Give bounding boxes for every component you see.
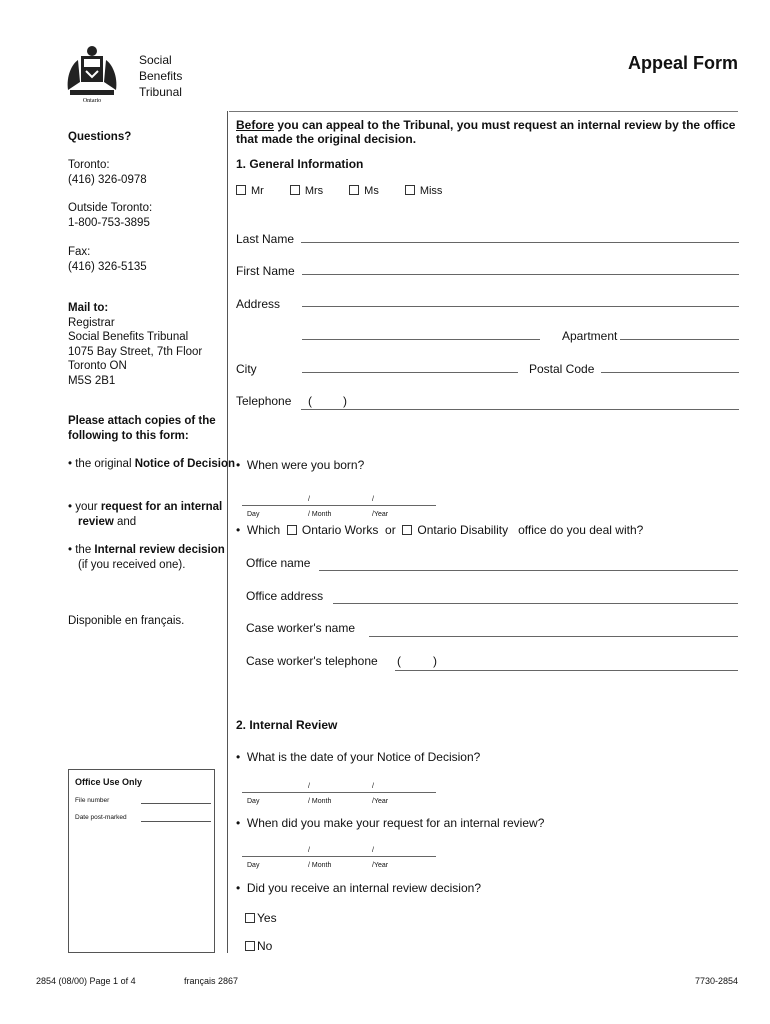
area-code-close: ) <box>433 654 437 668</box>
last-name-field[interactable] <box>301 242 739 243</box>
year-label: /Year <box>372 511 389 518</box>
dept-line-1: Social <box>139 53 172 67</box>
address-field-2[interactable] <box>302 339 540 340</box>
outside-label: Outside Toronto: <box>68 202 153 214</box>
apartment-label: Apartment <box>562 329 618 343</box>
first-name-field[interactable] <box>302 274 739 275</box>
footer-french-ref: français 2867 <box>184 976 239 986</box>
first-name-label: First Name <box>236 264 295 278</box>
header-divider <box>229 111 738 112</box>
office-name-field[interactable] <box>319 570 738 571</box>
mail-line: Toronto ON <box>68 360 127 372</box>
mail-heading: Mail to: <box>68 302 109 314</box>
mail-address <box>68 301 226 388</box>
year-label: /Year <box>372 862 389 869</box>
area-code-open: ( <box>308 394 312 408</box>
request-date-question: • When did you make your request for an internal review? <box>236 816 545 830</box>
attach-heading: Please attach copies of the following to this form: <box>68 415 216 442</box>
file-number-label: File number <box>75 797 110 804</box>
date-postmarked-field[interactable] <box>141 821 211 822</box>
ontario-works-checkbox[interactable] <box>287 525 297 535</box>
footer-form-number: 2854 (08/00) Page 1 of 4 <box>36 976 136 986</box>
address-label: Address <box>236 297 281 311</box>
city-label: City <box>236 362 257 376</box>
footer-code: 7730-2854 <box>694 976 738 986</box>
questions-heading: Questions? <box>68 131 132 143</box>
title-option-mrs[interactable]: Mrs <box>290 185 323 197</box>
no-option[interactable]: No <box>245 939 272 953</box>
area-code-close: ) <box>343 394 347 408</box>
title-option-ms[interactable]: Ms <box>349 185 379 197</box>
ontario-crest-logo <box>64 46 120 104</box>
toronto-phone: (416) 326-0978 <box>68 173 147 186</box>
section-general-information: 1. General Information <box>236 157 364 171</box>
notice-date-question: • What is the date of your Notice of Decision? <box>236 750 481 764</box>
fax-phone: (416) 326-5135 <box>68 260 147 273</box>
day-label: Day <box>247 862 260 869</box>
title-option-miss[interactable]: Miss <box>405 185 443 197</box>
file-number-field[interactable] <box>141 803 211 804</box>
case-worker-telephone-label: Case worker's telephone <box>246 654 378 668</box>
intro-text: Before you can appeal to the Tribunal, you must request an internal review by the office that made the original decision. <box>236 118 736 146</box>
postal-code-field[interactable] <box>601 372 739 373</box>
year-label: /Year <box>372 798 389 805</box>
office-address-field[interactable] <box>333 603 738 604</box>
request-date-field[interactable] <box>242 856 436 857</box>
apartment-field[interactable] <box>620 339 739 340</box>
mr-checkbox[interactable] <box>236 185 246 195</box>
office-name-label: Office name <box>246 556 311 570</box>
outside-contact <box>68 201 226 230</box>
month-label: / Month <box>308 862 332 869</box>
telephone-field[interactable] <box>301 409 739 410</box>
attach-item-review: • the Internal review decision (if you received one). <box>68 544 225 571</box>
attach-item-notice: • the original Notice of Decision <box>68 458 236 470</box>
yes-option[interactable]: Yes <box>245 911 277 925</box>
title-option-mr[interactable]: Mr <box>236 185 264 197</box>
ms-checkbox[interactable] <box>349 185 359 195</box>
toronto-contact <box>68 158 226 187</box>
section-internal-review: 2. Internal Review <box>236 718 338 732</box>
postal-code-label: Postal Code <box>529 362 595 376</box>
no-checkbox[interactable] <box>245 941 255 951</box>
date-slash: / <box>308 847 310 854</box>
miss-checkbox[interactable] <box>405 185 415 195</box>
date-slash: / <box>308 496 310 503</box>
column-divider <box>227 111 228 953</box>
date-slash: / <box>308 783 310 790</box>
birth-date-field[interactable] <box>242 505 436 506</box>
ontario-disability-checkbox[interactable] <box>402 525 412 535</box>
outside-phone: 1-800-753-3895 <box>68 216 150 229</box>
mail-line: Social Benefits Tribunal <box>68 331 189 343</box>
office-address-label: Office address <box>246 589 324 603</box>
date-postmarked-label: Date post-marked <box>75 814 127 821</box>
case-worker-name-label: Case worker's name <box>246 621 355 635</box>
dept-line-3: Tribunal <box>139 85 182 99</box>
case-worker-name-field[interactable] <box>369 636 738 637</box>
mail-line: 1075 Bay Street, 7th Floor <box>68 345 203 358</box>
mail-line: Registrar <box>68 316 115 329</box>
received-decision-question: • Did you receive an internal review decision? <box>236 881 481 895</box>
department-name <box>139 52 182 100</box>
office-use-title: Office Use Only <box>75 777 143 787</box>
dept-line-2: Benefits <box>139 69 183 83</box>
mrs-checkbox[interactable] <box>290 185 300 195</box>
mail-line: M5S 2B1 <box>68 374 116 387</box>
fax-label: Fax: <box>68 246 91 258</box>
which-office-question: • Which Ontario Works or Ontario Disability office do you deal with? <box>236 523 644 537</box>
form-title: Appeal Form <box>627 53 738 73</box>
office-use-box <box>68 769 215 953</box>
yes-checkbox[interactable] <box>245 913 255 923</box>
day-label: Day <box>247 511 260 518</box>
last-name-label: Last Name <box>236 232 295 246</box>
french-note: Disponible en français. <box>68 615 185 627</box>
date-slash: / <box>372 496 374 503</box>
attach-item-request: • your request for an internal review and <box>68 501 223 528</box>
born-question: • When were you born? <box>236 458 365 472</box>
day-label: Day <box>247 798 260 805</box>
date-slash: / <box>372 783 374 790</box>
title-options <box>236 185 442 197</box>
toronto-label: Toronto: <box>68 159 110 171</box>
fax-contact <box>68 245 226 274</box>
month-label: / Month <box>308 511 332 518</box>
case-worker-telephone-field[interactable] <box>395 670 738 671</box>
city-field[interactable] <box>302 372 518 373</box>
telephone-label: Telephone <box>236 394 292 408</box>
notice-date-field[interactable] <box>242 792 436 793</box>
month-label: / Month <box>308 798 332 805</box>
area-code-open: ( <box>397 654 401 668</box>
address-field-1[interactable] <box>302 306 739 307</box>
crest-label: Ontario <box>82 98 102 104</box>
date-slash: / <box>372 847 374 854</box>
